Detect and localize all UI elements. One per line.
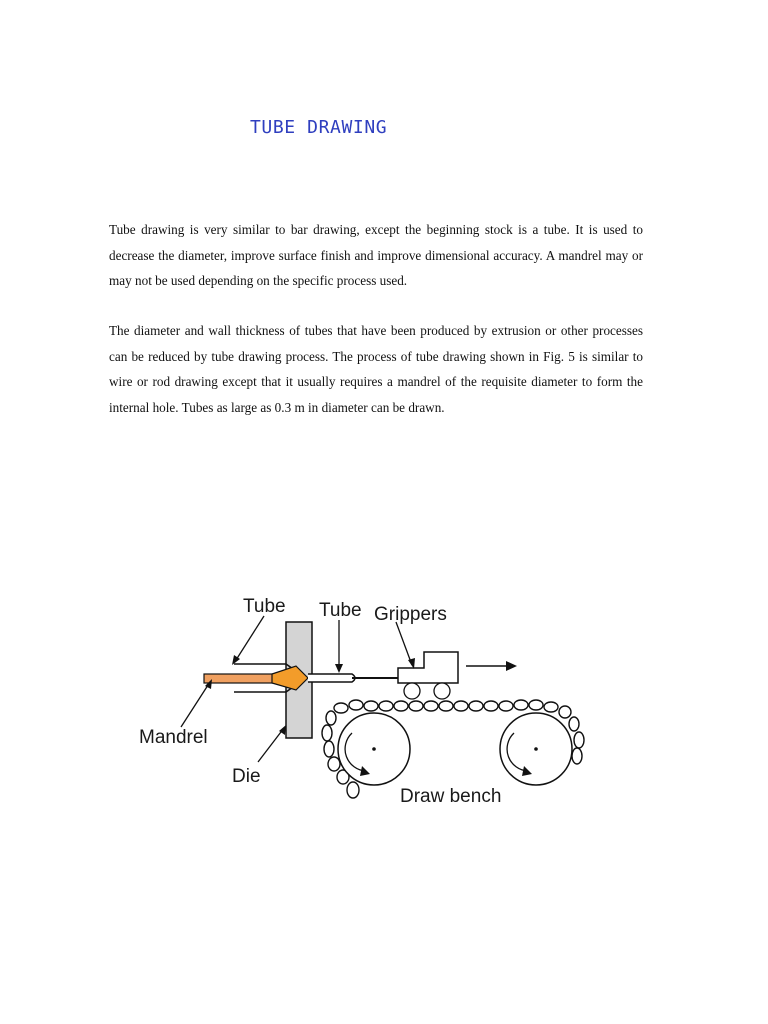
label-grippers: Grippers xyxy=(374,604,447,625)
label-tube-right: Tube xyxy=(319,600,362,621)
gripper-wheel xyxy=(404,683,420,699)
gripper-wheel xyxy=(434,683,450,699)
drawn-tube xyxy=(308,674,355,682)
leader-tube-left xyxy=(236,616,264,660)
leader-grippers xyxy=(396,622,412,665)
paragraph-process: The diameter and wall thickness of tubes that have been produced by extrusion or other processes can be reduced by tube drawing process. The process of tube drawing shown in Fig. 5 is similar to wire or rod drawing except that it usually requires a mandrel of the requisite diameter to form the internal hole. Tubes as large as 0.3 m in diameter can be drawn. xyxy=(109,323,643,415)
page-title: TUBE DRAWING xyxy=(250,117,388,138)
leader-arrowhead xyxy=(335,664,343,673)
direction-arrowhead xyxy=(506,661,517,671)
sprocket-hub xyxy=(372,747,376,751)
tube-drawing-figure xyxy=(130,588,600,818)
label-tube-left: Tube xyxy=(243,596,286,617)
gripper-carriage xyxy=(398,652,458,683)
paragraph-intro: Tube drawing is very similar to bar drawing, except the beginning stock is a tube. It is used to decrease the diameter, improve surface finish and improve dimensional accuracy. A mandrel may or may not be used depending on the specific process used. xyxy=(109,222,643,288)
label-draw-bench: Draw bench xyxy=(400,786,502,807)
label-die: Die xyxy=(232,766,261,787)
label-mandrel: Mandrel xyxy=(139,727,208,748)
leader-mandrel xyxy=(181,682,210,727)
leader-die xyxy=(258,728,284,762)
sprocket-hub xyxy=(534,747,538,751)
